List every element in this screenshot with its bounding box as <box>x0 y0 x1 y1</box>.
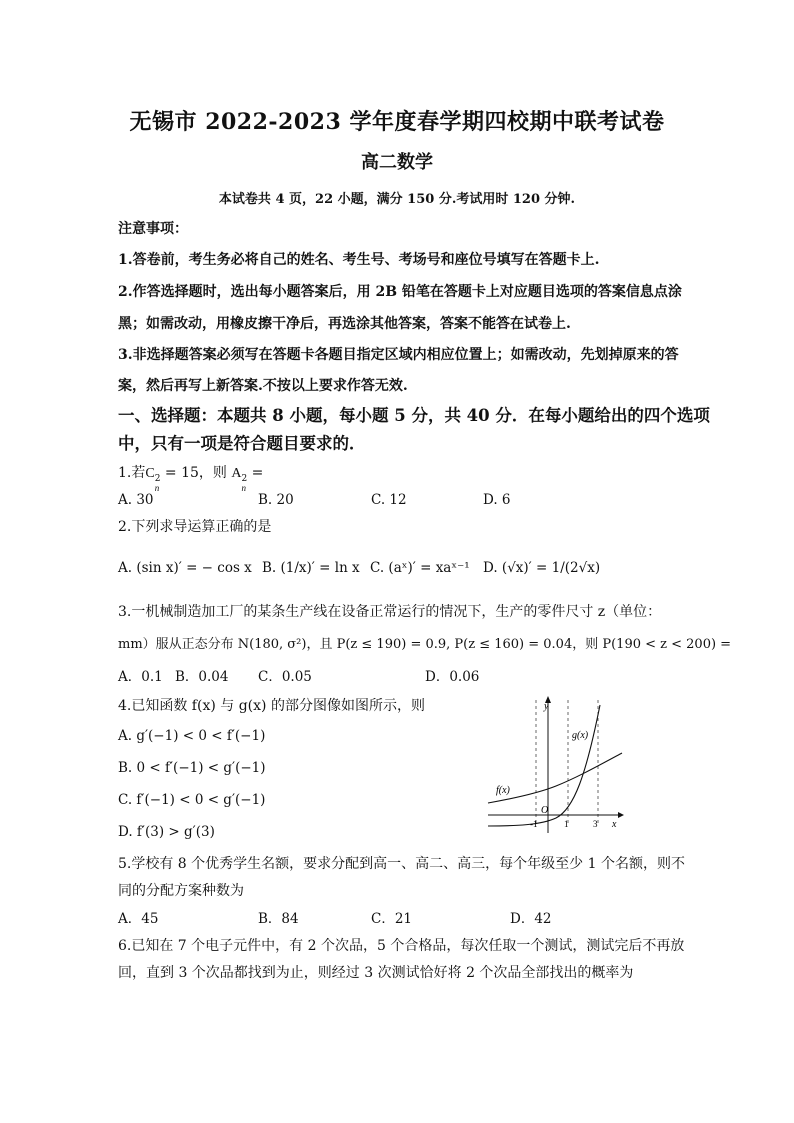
q4-function-graph <box>486 695 626 835</box>
tick-label-1: 1 <box>564 819 569 829</box>
q1-a-sub: n <box>241 483 246 493</box>
q4-option-a[interactable]: A. g′(−1) < 0 < f′(−1) <box>118 728 266 744</box>
q1-a-sup: 2 <box>241 474 248 484</box>
x-axis-arrow <box>618 812 624 818</box>
q1-arrangement-symbol: A <box>231 466 242 481</box>
question-5-line-1: 5.学校有 8 个优秀学生名额，要求分配到高一、高二、高三，每个年级至少 1 个名额，则不 <box>118 856 685 872</box>
question-3-line-1: 3.一机械制造加工厂的某条生产线在设备正常运行的情况下，生产的零件尺寸 z（单位： <box>118 604 662 620</box>
exam-info: 本试卷共 4 页，22 小题，满分 150 分.考试用时 120 分钟. <box>218 192 576 207</box>
section-heading-line-1: 一、选择题：本题共 8 小题，每小题 5 分，共 40 分．在每小题给出的四个选项 <box>118 406 710 425</box>
g-curve-label: g(x) <box>572 730 589 741</box>
tick-label-3: 3 <box>593 819 598 829</box>
notice-item-3-line-2: 案，然后再写上新答案.不按以上要求作答无效. <box>118 378 408 394</box>
question-3-line-2: mm）服从正态分布 N(180, σ²)，且 P(z ≤ 190) = 0.9, P(z ≤ 160) = 0.04，则 P(190 < z < 200) = <box>118 637 732 652</box>
tick-label-neg1: -1 <box>530 819 538 829</box>
q1-option-d[interactable]: D. 6 <box>483 492 511 508</box>
q1-option-c[interactable]: C. 12 <box>371 492 407 508</box>
f-curve-label: f(x) <box>496 785 510 796</box>
question-1-stem <box>118 462 263 493</box>
question-2-stem: 2.下列求导运算正确的是 <box>118 519 272 535</box>
q2-option-c[interactable]: C. (aˣ)′ = xaˣ⁻¹ <box>370 560 470 576</box>
q3-option-b[interactable]: B．0.04 <box>175 669 229 685</box>
notice-heading: 注意事项： <box>118 221 188 237</box>
q3-option-a[interactable]: A．0.1 <box>118 669 163 685</box>
q5-option-a[interactable]: A．45 <box>118 911 159 927</box>
origin-label: O <box>541 805 549 816</box>
q4-option-c[interactable]: C. f′(−1) < 0 < g′(−1) <box>118 792 266 808</box>
q5-option-b[interactable]: B．84 <box>258 911 299 927</box>
question-4-stem: 4.已知函数 f(x) 与 g(x) 的部分图像如图所示，则 <box>118 698 425 714</box>
q5-option-d[interactable]: D．42 <box>510 911 552 927</box>
q1-prefix: 1.若 <box>118 465 146 481</box>
q1-c-sup: 2 <box>154 474 161 484</box>
notice-item-1: 1.答卷前，考生务必将自己的姓名、考生号、考场号和座位号填写在答题卡上. <box>118 252 600 268</box>
q4-option-b[interactable]: B. 0 < f′(−1) < g′(−1) <box>118 760 266 776</box>
question-6-line-1: 6.已知在 7 个电子元件中，有 2 个次品，5 个合格品，每次任取一个测试，测试完后不再放 <box>118 938 685 954</box>
q5-option-c[interactable]: C．21 <box>371 911 413 927</box>
q3-option-d[interactable]: D．0.06 <box>425 669 480 685</box>
section-heading-line-2: 中，只有一项是符合题目要求的． <box>118 434 366 453</box>
q1-option-b[interactable]: B. 20 <box>258 492 294 508</box>
exam-title: 无锡市 2022-2023 学年度春学期四校期中联考试卷 <box>129 109 665 135</box>
q1-c-sub: n <box>154 483 160 493</box>
notice-item-2-line-2: 黑；如需改动，用橡皮擦干净后，再选涂其他答案，答案不能答在试卷上. <box>118 316 571 332</box>
q2-option-d[interactable]: D. (√x)′ = 1/(2√x) <box>483 560 601 576</box>
q4-option-d[interactable]: D. f′(3) > g′(3) <box>118 824 215 840</box>
q1-end: = <box>247 465 264 481</box>
q1-middle: = 15，则 <box>160 465 232 481</box>
q1-combination-symbol: C <box>145 466 155 481</box>
exam-subject: 高二数学 <box>361 152 433 173</box>
y-axis-label: y <box>544 701 549 712</box>
q3-option-c[interactable]: C．0.05 <box>258 669 312 685</box>
question-6-line-2: 回，直到 3 个次品都找到为止，则经过 3 次测试恰好将 2 个次品全部找出的概率为 <box>118 965 634 981</box>
x-axis-label: x <box>612 819 617 830</box>
notice-item-3-line-1: 3.非选择题答案必须写在答题卡各题目指定区域内相应位置上；如需改动，先划掉原来的答 <box>118 347 679 363</box>
notice-item-2-line-1: 2.作答选择题时，选出每小题答案后，用 2B 铅笔在答题卡上对应题目选项的答案信息点涂 <box>118 284 682 300</box>
q2-option-b[interactable]: B. (1/x)′ = ln x <box>262 560 360 576</box>
q1-option-a[interactable]: A. 30 <box>118 492 154 508</box>
question-5-line-2: 同的分配方案种数为 <box>118 883 244 899</box>
q2-option-a[interactable]: A. (sin x)′ = − cos x <box>118 560 252 576</box>
